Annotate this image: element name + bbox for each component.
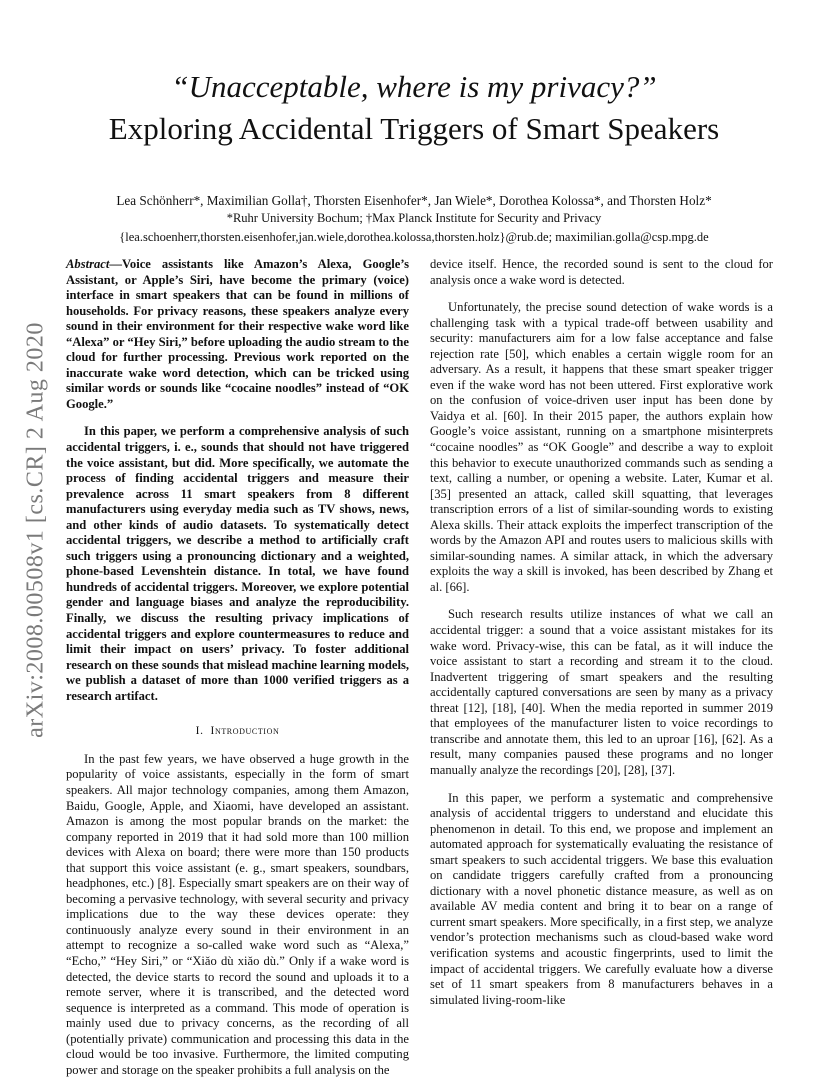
abstract-label: Abstract — [66, 257, 110, 271]
paper-title-line-2: Exploring Accidental Triggers of Smart Speakers — [108, 111, 720, 146]
section-heading-introduction — [66, 724, 409, 740]
right-column — [430, 257, 773, 1008]
section-title: Introduction — [210, 725, 280, 738]
paper-title-line-1: “Unacceptable, where is my privacy?” — [171, 69, 657, 104]
intro-paragraph-1: In the past few years, we have observed a huge growth in the popularity of voice assistants, especially in the form of smart speakers. All major technology companies, among them Amazon, Baidu, Google, Apple, and Xiaomi, have developed an assistant. Amazon is among the most popular brands on the market: the company reported in 2019 that it had sold more than 100 million devices with Alexa on board; there were more than 150 products that support this voice assistant (e. g., smart speakers, soundbars, headphones, etc.) [8]. Especially smart speakers are on their way of becoming a pervasive technology, with several security and privacy implications due to the way these devices operate: they continuously analyze every sound in their environment in an attempt to recognize a so-called wake word such as “Alexa,” “Echo,” “Hey Siri,” or “Xiǎo dù xiǎo dù.” Only if a wake word is detected, the device starts to record the sound and uploads it to a remote server, where it is transcribed, and the detected word sequence is interpreted as a command. This mode of operation is mainly used due to privacy concerns, as the recording of all (potentially private) communication and processing this data in the cloud would be too invasive. Furthermore, the limited computing power and storage on the speaker prohibits a full analysis on the — [66, 751, 409, 1077]
intro-paragraph-1-continued: device itself. Hence, the recorded sound is sent to the cloud for analysis once a wake word is detected. — [430, 257, 773, 287]
intro-paragraph-2: Unfortunately, the precise sound detection of wake words is a challenging task with a typical trade-off between usability and security: manufacturers aim for a low false acceptance and false rejection rate [50], which enables a certain wiggle room for an adversary. As a result, it happens that these smart speaker trigger even if the wake word has not been uttered. First explorative work on the confusion of voice-driven user input has been done by Vaidya et al. [60]. In their 2015 paper, the authors explain how Google’s voice assistant, running on a smartphone misinterprets “cocaine noodles” as “OK Google” and describe a way to exploit this behavior to execute unauthorized commands such as sending a text, calling a number, or opening a website. Later, Kumar et al. [35] presented an attack, called skill squatting, that leverages transcription errors of a list of similar-sounding words to existing Alexa skills. Their attack exploits the imperfect transcription of the words by the Amazon API and routes users to malicious skills with similar-sounding names. A similar attack, in which the adversary exploits the way a skill is invoked, has been described by Zhang et al. [66]. — [430, 300, 773, 594]
author-list: Lea Schönherr*, Maximilian Golla†, Thorsten Eisenhofer*, Jan Wiele*, Dorothea Kolossa*, and Thorsten Holz* — [116, 193, 712, 208]
section-number: I. — [195, 725, 204, 738]
arxiv-identifier-stamp — [8, 290, 64, 770]
left-column — [66, 257, 409, 1078]
arxiv-identifier-text: arXiv:2008.00508v1 [cs.CR] 2 Aug 2020 — [22, 322, 49, 738]
intro-paragraph-4: In this paper, we perform a systematic and comprehensive analysis of accidental triggers to understand and elucidate this phenomenon in detail. To this end, we propose and implement an automated approach for systematically evaluating the resistance of smart speakers to such accidental triggers. We base this evaluation on candidate triggers carefully crafted from a pronouncing dictionary with a novel phonetic distance measure, as well as on available AV media content and bring it to bear on a range of current smart speakers. More specifically, in a first step, we analyze vendor’s protection mechanisms such as cloud-based wake word verification systems and acoustic fingerprints, used to limit the impact of accidental triggers. We carefully evaluate how a diverse set of 11 smart speakers from 8 manufacturers behaves in a simulated living-room-like — [430, 790, 773, 1007]
author-emails: {lea.schoenherr,thorsten.eisenhofer,jan.wiele,dorothea.kolossa,thorsten.holz}@rub.de; maximilian.golla@csp.mpg.de — [119, 230, 709, 244]
abstract-paragraph-2: In this paper, we perform a comprehensive analysis of such accidental triggers, i. e., sounds that should not have triggered the voice assistant, but did. More specifically, we automate the process of finding accidental triggers and measure their prevalence across 11 smart speakers from 8 different manufacturers using everyday media such as TV shows, news, and other kinds of audio datasets. To systematically detect accidental triggers, we describe a method to artificially craft such triggers using a pronouncing dictionary and a weighted, phone-based Levenshtein distance. In total, we have found hundreds of accidental triggers. Moreover, we explore potential gender and language biases and analyze the reproducibility. Finally, we discuss the resulting privacy implications of accidental triggers and explore countermeasures to reduce and limit their impact on users’ privacy. To foster additional research on these sounds that mislead machine learning models, we publish a dataset of more than 1000 verified triggers as a research artifact. — [66, 424, 409, 703]
abstract-paragraph-1 — [66, 257, 409, 412]
author-affiliations: *Ruhr University Bochum; †Max Planck Institute for Security and Privacy — [226, 211, 602, 225]
intro-paragraph-3: Such research results utilize instances of what we call an accidental trigger: a sound that a voice assistant mistakes for its wake word. Privacy-wise, this can be fatal, as it will induce the voice assistant to start a recording and stream it to the cloud. Inadvertent triggering of smart speakers and the resulting accidentally captured conversations are seen by many as a privacy threat [12], [18], [40]. When the media reported in summer 2019 that employees of the manufacturer listen to voice recordings to transcribe and annotate them, this led to an uproar [16], [62]. As a result, many companies paused these programs and no longer manually analyze the recordings [20], [28], [37]. — [430, 607, 773, 777]
abstract-text-1: —Voice assistants like Amazon’s Alexa, Google’s Assistant, or Apple’s Siri, have become the primary (voice) interface in smart speakers that can be found in millions of households. For privacy reasons, these speakers analyze every sound in their environment for their respective wake word like “Alexa” or “Hey Siri,” before uploading the audio stream to the cloud for further processing. Previous work reported on the inaccurate wake word detection, which can be tricked using similar words or sounds like “cocaine noodles” instead of “OK Google.” — [66, 257, 409, 411]
